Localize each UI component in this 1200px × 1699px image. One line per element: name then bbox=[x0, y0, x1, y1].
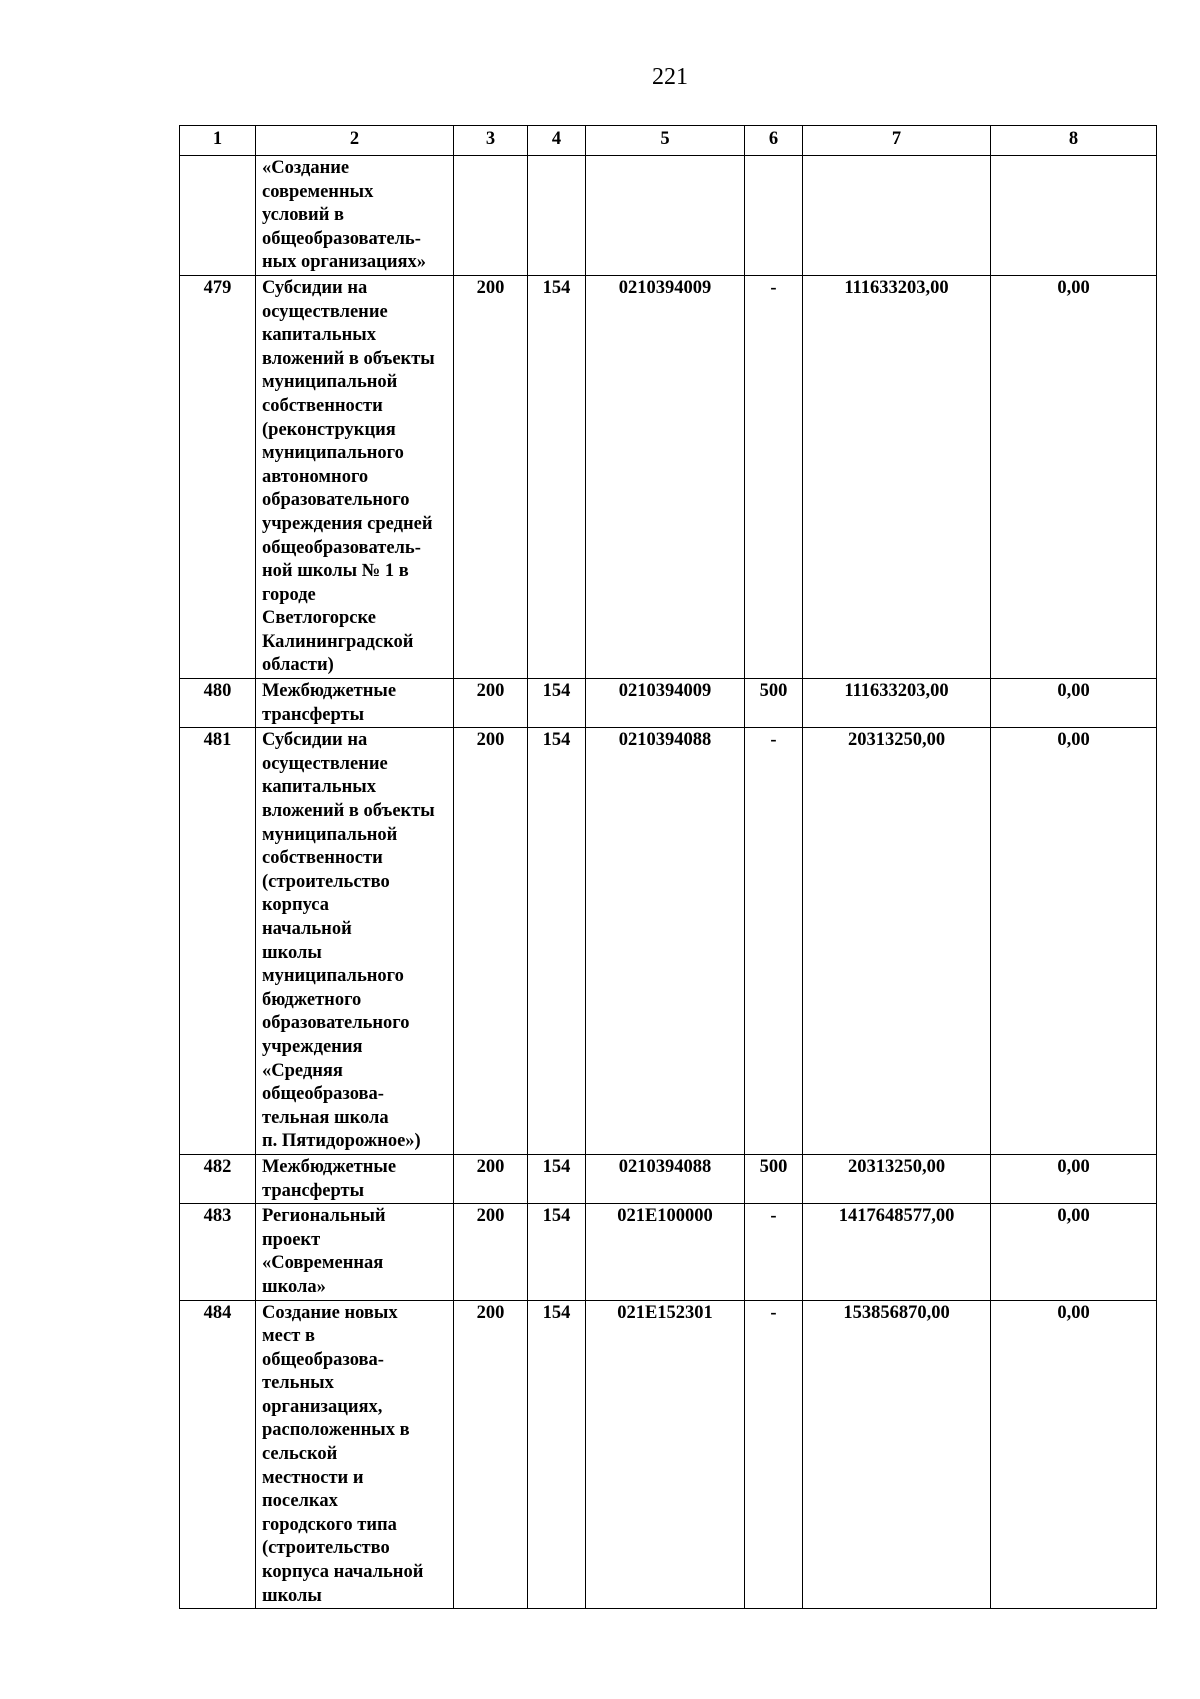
row-col-6: - bbox=[745, 1204, 803, 1300]
table-header-row bbox=[180, 126, 1157, 156]
row-number: 479 bbox=[180, 275, 256, 678]
row-number: 482 bbox=[180, 1154, 256, 1203]
row-col-5: 021E152301 bbox=[586, 1300, 745, 1609]
table-row bbox=[180, 1204, 1157, 1300]
table-row bbox=[180, 156, 1157, 276]
row-col-8: 0,00 bbox=[991, 728, 1157, 1155]
row-col-5: 0210394009 bbox=[586, 275, 745, 678]
row-name: Региональный проект «Современная школа» bbox=[256, 1204, 454, 1300]
column-header-5: 5 bbox=[586, 126, 745, 156]
row-col-3: 200 bbox=[454, 1204, 528, 1300]
row-number: 483 bbox=[180, 1204, 256, 1300]
row-col-4: 154 bbox=[528, 1300, 586, 1609]
row-col-7 bbox=[803, 156, 991, 276]
row-number bbox=[180, 156, 256, 276]
row-col-5 bbox=[586, 156, 745, 276]
row-name: «Создание современных условий в общеобразователь- ных организациях» bbox=[256, 156, 454, 276]
column-header-1: 1 bbox=[180, 126, 256, 156]
row-name: Субсидии на осуществление капитальных вложений в объекты муниципальной собственности (реконструкция муниципального автономного образовательного учреждения средней общеобразователь- ной школы № 1 в городе Светлогорске Калининградской области) bbox=[256, 275, 454, 678]
row-col-8: 0,00 bbox=[991, 1300, 1157, 1609]
row-col-6: 500 bbox=[745, 1154, 803, 1203]
row-col-4: 154 bbox=[528, 679, 586, 728]
table-row bbox=[180, 1300, 1157, 1609]
row-name: Межбюджетные трансферты bbox=[256, 1154, 454, 1203]
row-col-4: 154 bbox=[528, 728, 586, 1155]
row-name: Создание новых мест в общеобразова- тельных организациях, расположенных в сельской местности и поселках городского типа (строительство корпуса начальной школы bbox=[256, 1300, 454, 1609]
row-number: 484 bbox=[180, 1300, 256, 1609]
page-number: 221 bbox=[652, 64, 688, 90]
row-col-8 bbox=[991, 156, 1157, 276]
row-col-5: 0210394088 bbox=[586, 1154, 745, 1203]
table-row bbox=[180, 679, 1157, 728]
row-col-5: 021E100000 bbox=[586, 1204, 745, 1300]
row-col-4: 154 bbox=[528, 1204, 586, 1300]
row-col-6: - bbox=[745, 275, 803, 678]
row-col-3: 200 bbox=[454, 679, 528, 728]
table-row bbox=[180, 1154, 1157, 1203]
row-col-7: 111633203,00 bbox=[803, 679, 991, 728]
row-col-6: - bbox=[745, 1300, 803, 1609]
row-col-8: 0,00 bbox=[991, 1204, 1157, 1300]
row-col-5: 0210394088 bbox=[586, 728, 745, 1155]
budget-table bbox=[179, 125, 1157, 1609]
table-row bbox=[180, 275, 1157, 678]
row-col-7: 20313250,00 bbox=[803, 1154, 991, 1203]
row-col-8: 0,00 bbox=[991, 1154, 1157, 1203]
row-col-7: 111633203,00 bbox=[803, 275, 991, 678]
row-col-7: 1417648577,00 bbox=[803, 1204, 991, 1300]
row-col-3: 200 bbox=[454, 728, 528, 1155]
row-col-4: 154 bbox=[528, 1154, 586, 1203]
row-name: Субсидии на осуществление капитальных вложений в объекты муниципальной собственности (строительство корпуса начальной школы муниципального бюджетного образовательного учреждения «Средняя общеобразова- тельная школа п. Пятидорожное») bbox=[256, 728, 454, 1155]
table-row bbox=[180, 728, 1157, 1155]
row-col-7: 20313250,00 bbox=[803, 728, 991, 1155]
row-col-4: 154 bbox=[528, 275, 586, 678]
column-header-2: 2 bbox=[256, 126, 454, 156]
row-number: 481 bbox=[180, 728, 256, 1155]
row-col-6 bbox=[745, 156, 803, 276]
row-col-6: - bbox=[745, 728, 803, 1155]
column-header-7: 7 bbox=[803, 126, 991, 156]
row-col-8: 0,00 bbox=[991, 275, 1157, 678]
row-col-6: 500 bbox=[745, 679, 803, 728]
row-col-3: 200 bbox=[454, 275, 528, 678]
row-col-4 bbox=[528, 156, 586, 276]
row-col-3: 200 bbox=[454, 1154, 528, 1203]
row-col-3: 200 bbox=[454, 1300, 528, 1609]
column-header-4: 4 bbox=[528, 126, 586, 156]
column-header-3: 3 bbox=[454, 126, 528, 156]
row-col-5: 0210394009 bbox=[586, 679, 745, 728]
row-name: Межбюджетные трансферты bbox=[256, 679, 454, 728]
row-col-8: 0,00 bbox=[991, 679, 1157, 728]
column-header-8: 8 bbox=[991, 126, 1157, 156]
row-number: 480 bbox=[180, 679, 256, 728]
column-header-6: 6 bbox=[745, 126, 803, 156]
row-col-3 bbox=[454, 156, 528, 276]
row-col-7: 153856870,00 bbox=[803, 1300, 991, 1609]
